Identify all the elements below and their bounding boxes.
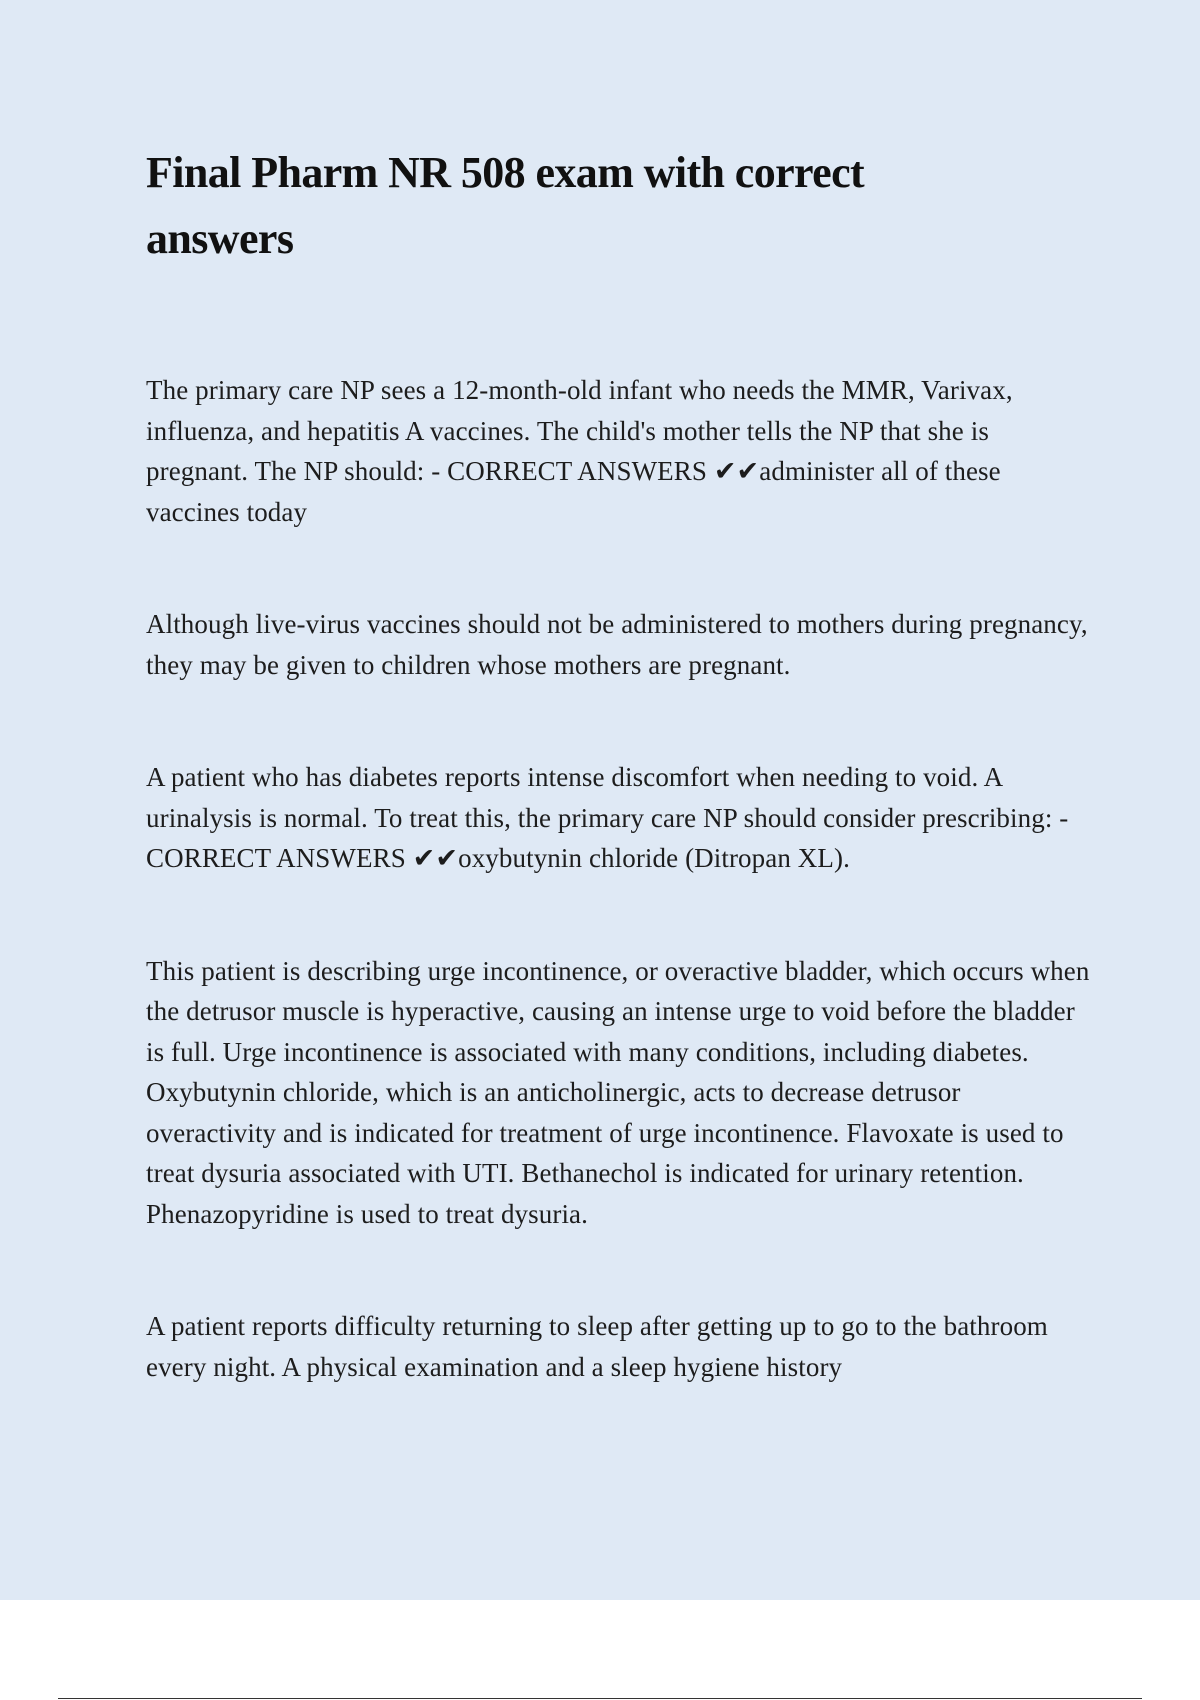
footer-divider [58,1698,1142,1699]
document-title: Final Pharm NR 508 exam with correct answers [146,148,865,263]
question-paragraph-vaccines: The primary care NP sees a 12-month-old infant who needs the MMR, Varivax, influenza, and hepatitis A vaccines. The child's mother tells the NP that she is pregnant. The NP should: - CORRECT ANSWERS ✔✔administer all of these vaccines today [146,375,1013,527]
document-content [146,140,1096,1387]
question-paragraph-incontinence: A patient who has diabetes reports intense discomfort when needing to void. A urinalysis is normal. To treat this, the primary care NP should consider prescribing: - CORRECT ANSWERS ✔✔oxybutynin chloride (Ditropan XL). [146,762,1069,873]
question-paragraph-sleep: A patient reports difficulty returning to sleep after getting up to go to the bathroom every night. A physical examination and a sleep hygiene history [146,1311,1048,1382]
rationale-paragraph-incontinence: This patient is describing urge incontinence, or overactive bladder, which occurs when the detrusor muscle is hyperactive, causing an intense urge to void before the bladder is full. Urge incontinence is associated with many conditions, including diabetes. Oxybutynin chloride, which is an anticholinergic, acts to decrease detrusor overactivity and is indicated for treatment of urge incontinence. Flavoxate is used to treat dysuria associated with UTI. Bethanechol is indicated for urinary retention. Phenazopyridine is used to treat dysuria. [146,955,1090,1229]
rationale-paragraph-vaccines: Although live-virus vaccines should not be administered to mothers during pregnancy, they may be given to children whose mothers are pregnant. [146,609,1088,680]
